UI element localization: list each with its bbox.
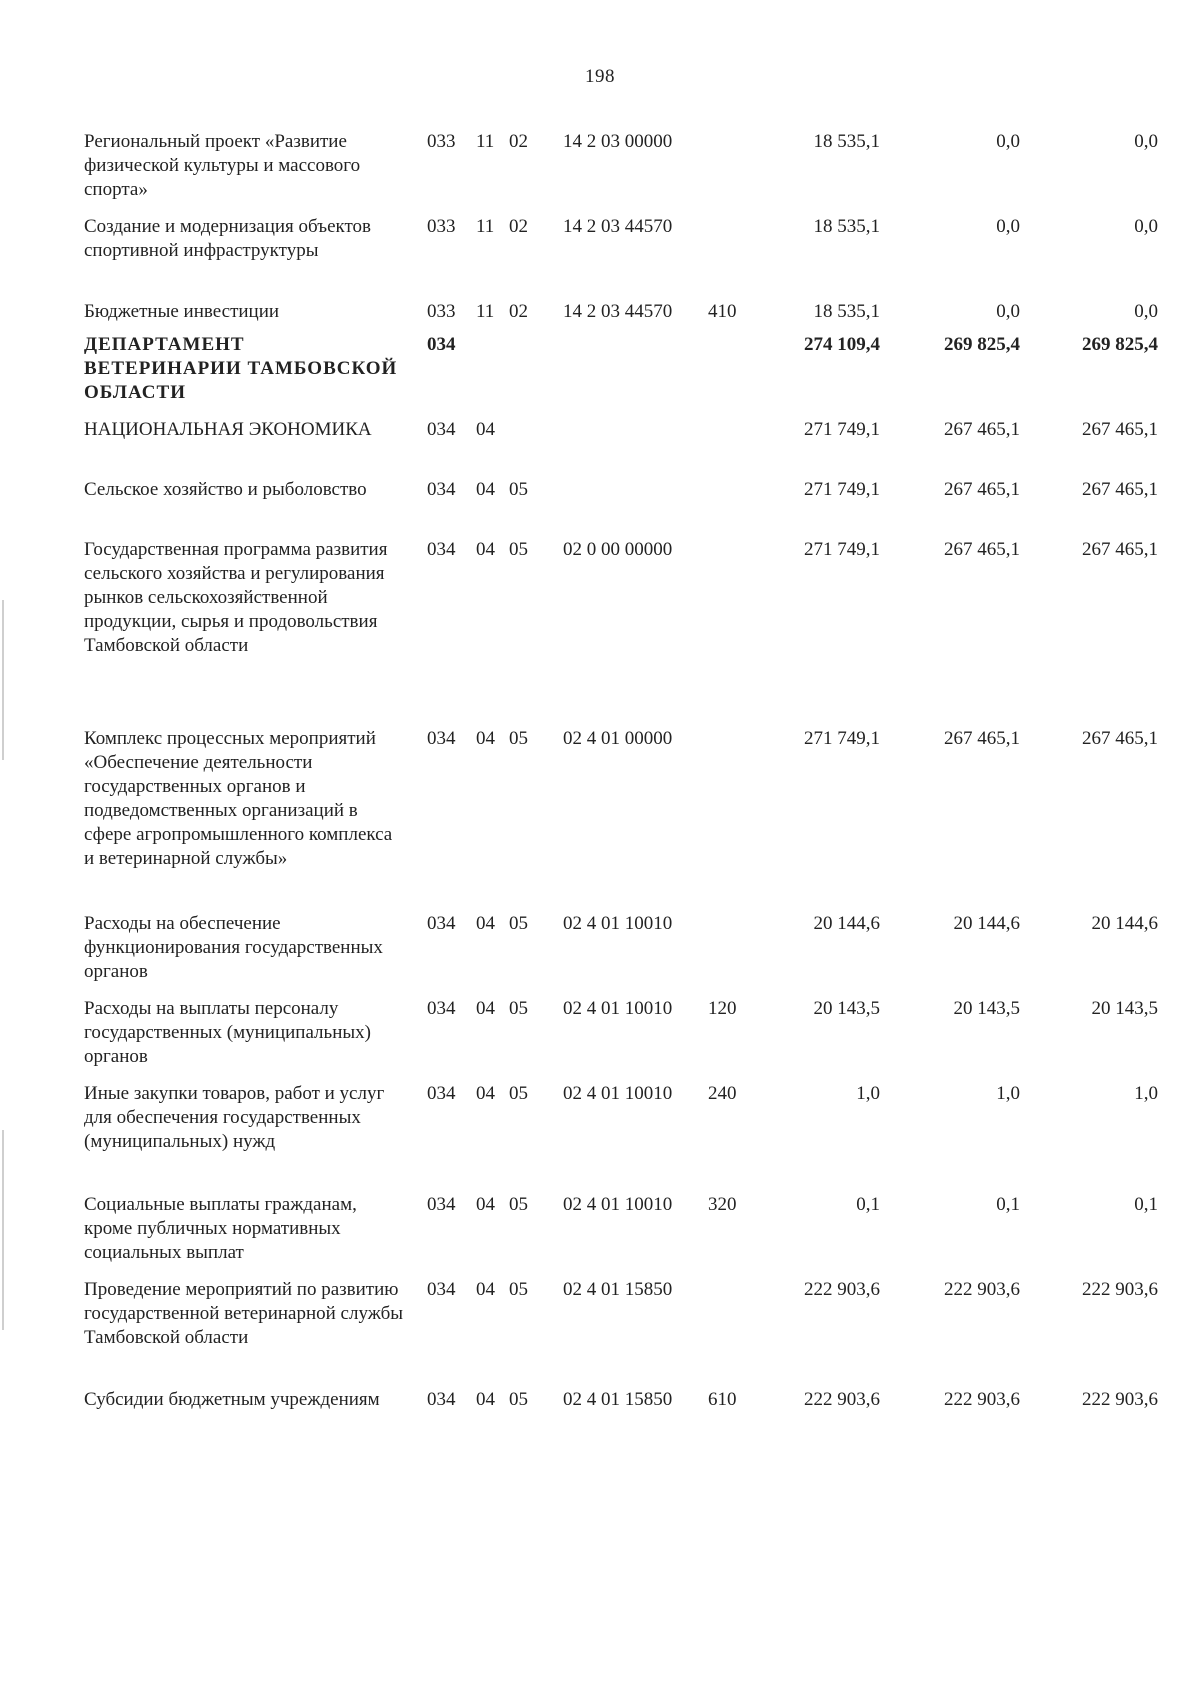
row-subsection-code: 05 xyxy=(509,539,528,560)
row-subsection-code: 05 xyxy=(509,913,528,934)
row-amount-year-3: 222 903,6 xyxy=(1082,1279,1158,1300)
row-subsection-code: 05 xyxy=(509,479,528,500)
row-department-code: 034 xyxy=(427,419,456,440)
row-amount-year-2: 267 465,1 xyxy=(944,479,1020,500)
row-amount-year-1: 274 109,4 xyxy=(804,334,880,355)
row-amount-year-2: 267 465,1 xyxy=(944,728,1020,749)
row-name: Бюджетные инвестиции xyxy=(84,301,280,322)
row-subsection-code: 02 xyxy=(509,301,528,322)
row-section-code: 11 xyxy=(476,131,495,152)
row-amount-year-2: 267 465,1 xyxy=(944,539,1020,560)
row-amount-year-2: 20 144,6 xyxy=(953,913,1020,934)
row-expense-type-code: 410 xyxy=(708,301,737,322)
row-amount-year-3: 20 143,5 xyxy=(1091,998,1158,1019)
row-target-code: 14 2 03 44570 xyxy=(563,216,673,237)
row-amount-year-2: 222 903,6 xyxy=(944,1389,1020,1410)
row-section-code: 04 xyxy=(476,728,495,749)
row-amount-year-3: 20 144,6 xyxy=(1091,913,1158,934)
row-amount-year-1: 222 903,6 xyxy=(804,1389,880,1410)
row-expense-type-code: 610 xyxy=(708,1389,737,1410)
row-target-code: 14 2 03 44570 xyxy=(563,301,673,322)
row-subsection-code: 05 xyxy=(509,998,528,1019)
row-amount-year-1: 18 535,1 xyxy=(813,216,880,237)
row-amount-year-3: 267 465,1 xyxy=(1082,539,1158,560)
scan-edge-mark xyxy=(2,600,4,760)
row-expense-type-code: 320 xyxy=(708,1194,737,1215)
row-name: Социальные выплаты гражданам, кроме публичных нормативных социальных выплат xyxy=(84,1194,357,1263)
row-section-code: 04 xyxy=(476,998,495,1019)
row-amount-year-3: 267 465,1 xyxy=(1082,479,1158,500)
row-expense-type-code: 120 xyxy=(708,998,737,1019)
row-department-code: 034 xyxy=(427,1389,456,1410)
row-amount-year-3: 267 465,1 xyxy=(1082,419,1158,440)
row-name: ДЕПАРТАМЕНТ ВЕТЕРИНАРИИ ТАМБОВСКОЙ ОБЛАСТИ xyxy=(84,334,398,403)
row-section-code: 04 xyxy=(476,1279,495,1300)
row-amount-year-2: 269 825,4 xyxy=(944,334,1020,355)
row-section-code: 04 xyxy=(476,1194,495,1215)
row-amount-year-1: 18 535,1 xyxy=(813,131,880,152)
row-subsection-code: 05 xyxy=(509,1194,528,1215)
row-target-code: 02 4 01 15850 xyxy=(563,1279,673,1300)
row-amount-year-2: 0,0 xyxy=(996,301,1020,322)
row-subsection-code: 02 xyxy=(509,216,528,237)
row-target-code: 02 4 01 10010 xyxy=(563,1083,673,1104)
row-section-code: 04 xyxy=(476,479,495,500)
row-amount-year-2: 0,1 xyxy=(996,1194,1020,1215)
row-department-code: 034 xyxy=(427,1083,456,1104)
row-subsection-code: 05 xyxy=(509,728,528,749)
row-department-code: 034 xyxy=(427,728,456,749)
row-department-code: 034 xyxy=(427,998,456,1019)
row-target-code: 02 4 01 10010 xyxy=(563,913,673,934)
row-amount-year-1: 271 749,1 xyxy=(804,728,880,749)
row-amount-year-2: 0,0 xyxy=(996,131,1020,152)
row-amount-year-1: 18 535,1 xyxy=(813,301,880,322)
row-amount-year-1: 0,1 xyxy=(856,1194,880,1215)
row-amount-year-3: 0,0 xyxy=(1134,301,1158,322)
row-name: Создание и модернизация объектов спортивной инфраструктуры xyxy=(84,216,372,261)
row-amount-year-3: 269 825,4 xyxy=(1082,334,1158,355)
row-amount-year-1: 20 143,5 xyxy=(813,998,880,1019)
row-amount-year-2: 0,0 xyxy=(996,216,1020,237)
row-amount-year-2: 1,0 xyxy=(996,1083,1020,1104)
row-name: Проведение мероприятий по развитию государственной ветеринарной службы Тамбовской области xyxy=(84,1279,404,1348)
row-amount-year-1: 1,0 xyxy=(856,1083,880,1104)
row-target-code: 02 0 00 00000 xyxy=(563,539,673,560)
row-amount-year-2: 222 903,6 xyxy=(944,1279,1020,1300)
row-section-code: 04 xyxy=(476,1389,495,1410)
row-amount-year-1: 271 749,1 xyxy=(804,419,880,440)
row-amount-year-3: 0,0 xyxy=(1134,216,1158,237)
row-amount-year-1: 20 144,6 xyxy=(813,913,880,934)
row-department-code: 034 xyxy=(427,1194,456,1215)
row-amount-year-3: 267 465,1 xyxy=(1082,728,1158,749)
row-expense-type-code: 240 xyxy=(708,1083,737,1104)
row-name: Субсидии бюджетным учреждениям xyxy=(84,1389,380,1410)
row-name: Расходы на обеспечение функционирования государственных органов xyxy=(84,913,383,982)
row-amount-year-1: 271 749,1 xyxy=(804,539,880,560)
row-department-code: 034 xyxy=(427,479,456,500)
row-target-code: 02 4 01 00000 xyxy=(563,728,673,749)
row-section-code: 04 xyxy=(476,539,495,560)
row-name: Расходы на выплаты персоналу государственных (муниципальных) органов xyxy=(84,998,371,1067)
row-section-code: 04 xyxy=(476,419,495,440)
row-department-code: 034 xyxy=(427,913,456,934)
row-department-code: 033 xyxy=(427,301,456,322)
row-section-code: 11 xyxy=(476,301,495,322)
row-amount-year-3: 0,0 xyxy=(1134,131,1158,152)
row-amount-year-2: 20 143,5 xyxy=(953,998,1020,1019)
row-department-code: 033 xyxy=(427,216,456,237)
row-name: Комплекс процессных мероприятий «Обеспечение деятельности государственных органов и подведомственных организаций в сфере агропромышленного комплекса и ветеринарной службы» xyxy=(84,728,393,869)
row-department-code: 034 xyxy=(427,1279,456,1300)
row-department-code: 033 xyxy=(427,131,456,152)
row-amount-year-2: 267 465,1 xyxy=(944,419,1020,440)
row-section-code: 11 xyxy=(476,216,495,237)
row-subsection-code: 05 xyxy=(509,1279,528,1300)
scan-edge-mark xyxy=(2,1130,4,1330)
row-target-code: 02 4 01 15850 xyxy=(563,1389,673,1410)
row-amount-year-3: 1,0 xyxy=(1134,1083,1158,1104)
row-target-code: 02 4 01 10010 xyxy=(563,1194,673,1215)
row-department-code: 034 xyxy=(427,539,456,560)
row-target-code: 14 2 03 00000 xyxy=(563,131,673,152)
row-name: Государственная программа развития сельского хозяйства и регулирования рынков сельскохозяйственной продукции, сырья и продовольствия Тамбовской области xyxy=(84,539,388,656)
row-name: НАЦИОНАЛЬНАЯ ЭКОНОМИКА xyxy=(84,419,372,440)
row-amount-year-1: 222 903,6 xyxy=(804,1279,880,1300)
row-target-code: 02 4 01 10010 xyxy=(563,998,673,1019)
row-section-code: 04 xyxy=(476,913,495,934)
row-name: Сельское хозяйство и рыболовство xyxy=(84,479,367,500)
row-department-code: 034 xyxy=(427,334,456,355)
row-subsection-code: 05 xyxy=(509,1389,528,1410)
row-subsection-code: 05 xyxy=(509,1083,528,1104)
row-amount-year-3: 222 903,6 xyxy=(1082,1389,1158,1410)
page-number: 198 xyxy=(585,66,615,87)
row-name: Иные закупки товаров, работ и услуг для обеспечения государственных (муниципальных) нужд xyxy=(84,1083,385,1152)
row-subsection-code: 02 xyxy=(509,131,528,152)
row-name: Региональный проект «Развитие физической культуры и массового спорта» xyxy=(84,131,361,200)
row-amount-year-3: 0,1 xyxy=(1134,1194,1158,1215)
row-amount-year-1: 271 749,1 xyxy=(804,479,880,500)
row-section-code: 04 xyxy=(476,1083,495,1104)
